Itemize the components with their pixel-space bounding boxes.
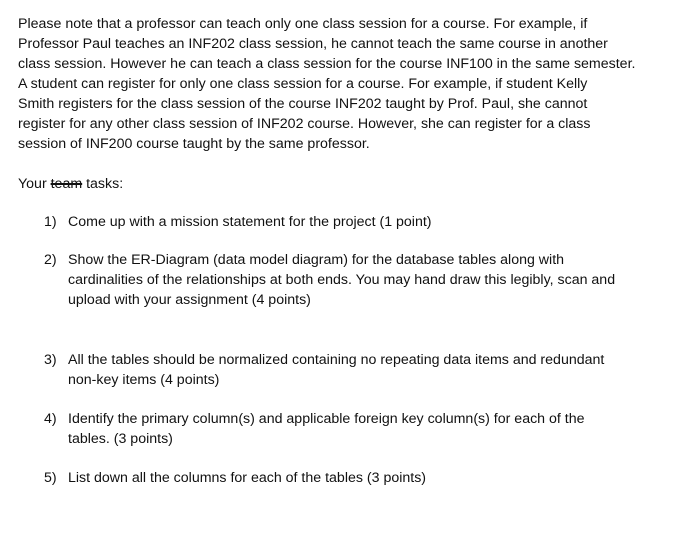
intro-line: register for any other class session of INF202 course. However, she can register for a class <box>18 116 591 132</box>
task-number: 5) <box>44 470 57 486</box>
intro-line: A student can register for only one class session for a course. For example, if student Kelly <box>18 76 588 92</box>
intro-paragraph <box>18 14 670 154</box>
document-page <box>18 14 670 488</box>
task-text-line: Come up with a mission statement for the project (1 point) <box>68 214 432 230</box>
intro-line: Smith registers for the class session of the course INF202 taught by Prof. Paul, she cannot <box>18 96 588 112</box>
task-item-3 <box>18 350 670 390</box>
tasks-heading-prefix: Your <box>18 176 51 192</box>
intro-line: Please note that a professor can teach only one class session for a course. For example, if <box>18 16 588 32</box>
task-text-line: All the tables should be normalized containing no repeating data items and redundant <box>68 352 605 368</box>
task-number: 3) <box>44 352 57 368</box>
task-text-line: upload with your assignment (4 points) <box>68 292 311 308</box>
task-item-2 <box>18 250 670 310</box>
intro-line: class session. However he can teach a class session for the course INF100 in the same semester. <box>18 56 636 72</box>
tasks-heading-struck-word: team <box>50 176 83 192</box>
task-text-line: tables. (3 points) <box>68 431 173 447</box>
intro-line: session of INF200 course taught by the same professor. <box>18 136 370 152</box>
task-text-line: non-key items (4 points) <box>68 372 220 388</box>
task-text-line: Show the ER-Diagram (data model diagram) for the database tables along with <box>68 252 565 268</box>
tasks-heading-suffix: tasks: <box>82 176 124 192</box>
task-text-line: Identify the primary column(s) and applicable foreign key column(s) for each of the <box>68 411 585 427</box>
task-item-1 <box>18 212 670 232</box>
task-number: 4) <box>44 411 57 427</box>
intro-line: Professor Paul teaches an INF202 class session, he cannot teach the same course in another <box>18 36 608 52</box>
task-item-5 <box>18 468 670 488</box>
task-item-4 <box>18 409 670 449</box>
task-text-line: List down all the columns for each of the tables (3 points) <box>68 470 427 486</box>
task-text-line: cardinalities of the relationships at both ends. You may hand draw this legibly, scan and <box>68 272 616 288</box>
task-number: 1) <box>44 214 57 230</box>
task-number: 2) <box>44 252 57 268</box>
tasks-heading <box>18 174 670 194</box>
